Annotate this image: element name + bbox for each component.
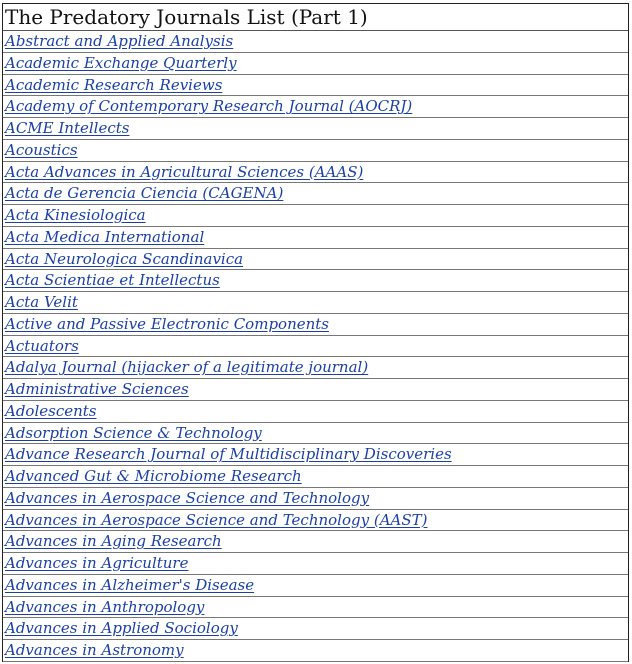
list-item	[3, 640, 628, 662]
journal-link[interactable]: Academic Research Reviews	[5, 75, 223, 94]
journal-link[interactable]: Acta Neurologica Scandinavica	[5, 249, 244, 268]
journal-link[interactable]: Actuators	[5, 336, 79, 355]
journal-link[interactable]: Advances in Alzheimer's Disease	[5, 575, 255, 594]
journal-link[interactable]: Acta Kinesiologica	[5, 206, 146, 224]
list-item	[3, 314, 628, 336]
journal-link[interactable]: Acta Medica International	[5, 227, 205, 246]
journal-link[interactable]: Academy of Contemporary Research Journal (AOCRJ)	[5, 97, 413, 116]
journal-link[interactable]: Adalya Journal (hijacker of a legitimate journal)	[5, 358, 369, 377]
journal-link[interactable]: Adsorption Science & Technology	[5, 423, 262, 442]
journal-link[interactable]: Academic Exchange Quarterly	[5, 53, 237, 72]
list-item	[3, 531, 628, 553]
list-item	[3, 96, 628, 118]
journal-link[interactable]: Acta de Gerencia Ciencia (CAGENA)	[5, 184, 284, 203]
journal-link[interactable]: Administrative Sciences	[5, 380, 189, 398]
journal-link[interactable]: Acoustics	[5, 140, 78, 159]
list-item	[3, 597, 628, 619]
journal-link[interactable]: Advanced Gut & Microbiome Research	[5, 467, 302, 485]
journal-list-table	[2, 3, 629, 662]
journal-link[interactable]: Active and Passive Electronic Components	[5, 314, 329, 333]
list-item	[3, 618, 628, 640]
list-item	[3, 575, 628, 597]
list-item	[3, 553, 628, 575]
journal-link[interactable]: Advances in Applied Sociology	[5, 619, 238, 638]
journal-link[interactable]: Adolescents	[5, 401, 97, 420]
list-item	[3, 423, 628, 445]
list-item	[3, 488, 628, 510]
list-item	[3, 162, 628, 184]
list-item	[3, 444, 628, 466]
journal-list	[3, 31, 628, 662]
journal-link[interactable]: Acta Advances in Agricultural Sciences (AAAS)	[5, 162, 364, 181]
list-item	[3, 466, 628, 488]
journal-link[interactable]: Acta Scientiae et Intellectus	[5, 271, 220, 290]
list-item	[3, 75, 628, 97]
journal-link[interactable]: Advances in Astronomy	[5, 641, 184, 659]
journal-link[interactable]: Advances in Agriculture	[5, 554, 189, 572]
list-item	[3, 249, 628, 271]
list-item	[3, 270, 628, 292]
list-item	[3, 336, 628, 358]
list-item	[3, 401, 628, 423]
list-item	[3, 292, 628, 314]
journal-link[interactable]: Acta Velit	[5, 293, 78, 311]
list-item	[3, 140, 628, 162]
page-title: The Predatory Journals List (Part 1)	[3, 4, 628, 31]
list-item	[3, 357, 628, 379]
list-item	[3, 227, 628, 249]
list-item	[3, 205, 628, 227]
journal-link[interactable]: Advances in Aerospace Science and Technology	[5, 488, 370, 507]
journal-link[interactable]: Abstract and Applied Analysis	[5, 32, 234, 50]
journal-link[interactable]: Advances in Aerospace Science and Technology (AAST)	[5, 510, 428, 529]
journal-link[interactable]: Advances in Anthropology	[5, 597, 205, 616]
list-item	[3, 183, 628, 205]
list-item	[3, 118, 628, 140]
journal-link[interactable]: ACME Intellects	[5, 119, 130, 137]
list-item	[3, 379, 628, 401]
journal-link[interactable]: Advance Research Journal of Multidisciplinary Discoveries	[5, 445, 452, 464]
journal-link[interactable]: Advances in Aging Research	[5, 532, 222, 551]
list-item	[3, 510, 628, 532]
list-item	[3, 53, 628, 75]
list-item	[3, 31, 628, 53]
